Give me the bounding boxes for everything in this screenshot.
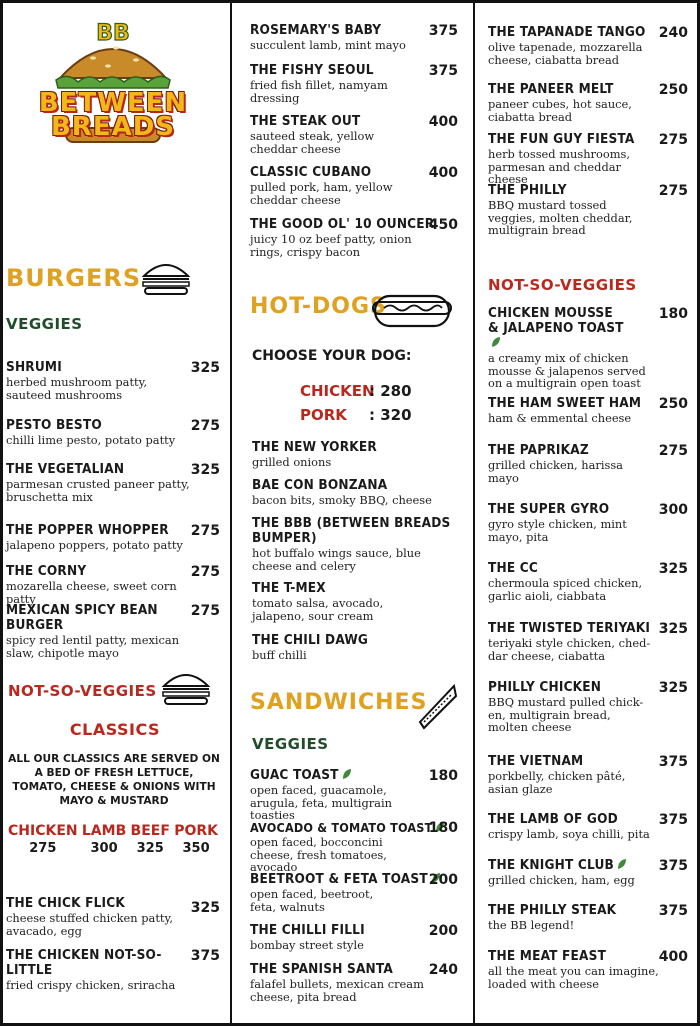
burgers-nsv-label: NOT-SO-VEGGIES [8,682,157,700]
item-desc: succulent lamb, mint mayo [250,38,406,52]
item-price: 275 [190,418,220,434]
item-name: THE TWISTED TERIYAKI [488,620,651,636]
item-desc: fried crispy chicken, sriracha [6,978,176,992]
dog-option-name: CHICKEN [300,382,375,400]
dog-option-name: PORK [300,406,347,424]
item-desc: porkbelly, chicken pâté, asian glaze [488,769,626,796]
item-price: 200 [428,872,458,888]
menu-item [250,962,458,1003]
item-name [250,820,458,835]
leaf-icon [491,336,501,348]
menu-item [252,478,457,507]
item-price: 375 [658,903,688,919]
col3-nsv-label: NOT-SO-VEGGIES [488,276,637,294]
item-price: 400 [428,114,458,130]
item-name: THE VIETNAM [488,753,584,769]
classics-label: CLASSICS [69,720,161,739]
classic-price [82,823,126,856]
classic-value: 325 [136,841,164,856]
item-desc: open faced, bocconcini cheese, fresh tomatoes, avocado [250,835,387,874]
leaf-icon [342,768,352,780]
menu-item [488,754,688,795]
item-price: 375 [190,948,220,964]
classic-name: LAMB [81,823,127,839]
menu-item [488,132,688,186]
item-name: PHILLY CHICKEN [488,679,602,695]
item-desc: open faced, beetroot, feta, walnuts [250,887,374,914]
item-desc: bacon bits, smoky BBQ, cheese [252,493,432,507]
logo-monogram: BB [96,21,130,46]
item-name: BAE CON BONZANA [252,477,388,493]
menu-item [250,768,458,822]
menu-item [250,63,458,104]
item-name: THE GOOD OL' 10 OUNCER [250,216,435,232]
item-price: 275 [658,443,688,459]
menu-item [488,858,688,887]
item-name: THE PAPRIKAZ [488,442,589,458]
menu-item [488,680,688,734]
item-desc: jalapeno poppers, potato patty [6,538,183,552]
item-name: CLASSIC CUBANO [250,164,372,180]
item-name: THE VEGETALIAN [6,461,125,477]
classic-price [8,823,78,856]
item-name: THE FUN GUY FIESTA [488,131,635,147]
item-desc: hot buffalo wings sauce, blue cheese and celery [252,546,421,573]
item-name: THE CHICKEN NOT-SO-LITTLE [6,947,162,978]
classic-name: CHICKEN [8,823,78,839]
item-name-text: THE KNIGHT CLUB [488,857,614,873]
item-name: THE STEAK OUT [250,113,361,129]
menu-item [488,396,688,425]
item-price: 400 [428,165,458,181]
item-desc: grilled onions [252,455,332,469]
item-desc: open faced, guacamole, arugula, feta, multigrain toasties [250,783,392,822]
item-name: MEXICAN SPICY BEAN BURGER [6,602,158,633]
dog-option-price: : 320 [369,406,412,424]
menu-item [6,948,220,992]
item-desc: paneer cubes, hot sauce, ciabatta bread [488,97,632,124]
item-name: THE PANEER MELT [488,81,614,97]
choose-dog-label: CHOOSE YOUR DOG: [252,348,412,364]
item-name: THE PHILLY [488,182,567,198]
item-name: PESTO BESTO [6,417,102,433]
item-price: 375 [658,858,688,874]
item-name: THE CHILI DAWG [252,632,369,648]
item-price: 250 [658,396,688,412]
logo-line2: BREADS [50,112,176,142]
menu-item [488,903,688,932]
item-price: 375 [428,23,458,39]
item-price: 180 [428,820,458,836]
item-price: 450 [428,217,458,233]
item-price: 300 [658,502,688,518]
hotdog-icon [372,286,452,332]
item-price: 325 [658,561,688,577]
item-desc: bombay street style [250,938,364,952]
item-price: 375 [658,754,688,770]
column-burgers [0,0,230,1026]
item-name: THE FISHY SEOUL [250,62,374,78]
item-price: 200 [428,923,458,939]
burger-icon [140,258,192,296]
menu-item [252,516,457,572]
item-name: THE CHICK FLICK [6,895,125,911]
item-name [250,872,458,887]
item-desc: buff chilli [252,648,307,662]
classics-note: ALL OUR CLASSICS ARE SERVED ON A BED OF FRESH LETTUCE, TOMATO, CHEESE & ONIONS WITH MAYO & MUSTARD [8,753,220,807]
hotdogs-title: HOT-DOGS [250,294,387,319]
dog-option-price: : 280 [369,382,412,400]
item-name: THE TAPANADE TANGO [488,24,646,40]
burgers-title: BURGERS [6,264,142,292]
menu-item [252,440,457,469]
item-desc: sauteed steak, yellow cheddar cheese [250,129,375,156]
item-desc: mozarella cheese, sweet corn patty [6,579,177,606]
item-desc: cheese stuffed chicken patty, avacado, egg [6,911,174,938]
menu-item [6,603,220,659]
column-sandwiches-continued [477,0,700,1026]
item-desc: herb tossed mushrooms, parmesan and cheddar cheese [488,147,630,186]
item-name: THE T-MEX [252,580,326,596]
item-price: 325 [190,360,220,376]
item-desc: chermoula spiced chicken, garlic aioli, ciabbata [488,576,643,603]
menu-item [250,820,458,874]
item-desc: the BB legend! [488,918,575,932]
menu-item [6,523,220,552]
menu-item [488,621,688,662]
menu-item [488,812,688,841]
item-price: 375 [428,63,458,79]
item-desc: olive tapenade, mozzarella cheese, ciabatta bread [488,40,643,67]
classic-name: BEEF [130,823,170,839]
logo-line1: BETWEEN [38,88,188,118]
brand-logo [38,10,188,155]
item-desc: tomato salsa, avocado, jalapeno, sour cream [252,596,384,623]
item-name: THE MEAT FEAST [488,948,607,964]
item-price: 400 [658,949,688,965]
classic-price [131,823,170,856]
item-desc: a creamy mix of chicken mousse & jalapenos served on a multigrain open toast [488,351,646,390]
leaf-icon [617,858,627,870]
item-name: THE NEW YORKER [252,439,377,455]
menu-item [250,165,458,206]
menu-item [250,23,458,52]
sandwiches-title: SANDWICHES [250,690,428,715]
item-name [250,768,458,783]
menu-item [252,581,457,622]
item-name: THE CC [488,560,538,576]
classic-value: 275 [29,841,57,856]
item-price: 325 [190,900,220,916]
item-price: 180 [428,768,458,784]
item-desc: all the meat you can imagine, loaded with cheese [488,964,659,991]
column-middle [230,0,475,1026]
menu-item [6,564,220,605]
item-desc: teriyaki style chicken, ched-dar cheese, ciabatta [488,636,651,663]
item-price: 325 [190,462,220,478]
menu-item [488,25,688,66]
menu-item [6,360,220,401]
menu-item [250,114,458,155]
item-desc: BBQ mustard tossed veggies, molten cheddar, multigrain bread [488,198,633,237]
item-desc: fried fish fillet, namyam dressing [250,78,388,105]
item-desc: gyro style chicken, mint mayo, pita [488,517,627,544]
item-desc: herbed mushroom patty, sauteed mushrooms [6,375,148,402]
item-name: SHRUMI [6,359,62,375]
item-name-text: AVOCADO & TOMATO TOAST [250,820,433,835]
item-name-text: CHICKEN MOUSSE & JALAPENO TOAST [488,305,624,336]
item-desc: crispy lamb, soya chilli, pita [488,827,650,841]
menu-item [488,502,688,543]
menu-item [250,217,458,258]
item-desc: grilled chicken, ham, egg [488,873,635,887]
item-name: ROSEMARY'S BABY [250,22,382,38]
item-price: 275 [658,183,688,199]
item-price: 275 [190,523,220,539]
menu-item [250,923,458,952]
item-name: THE BBB (BETWEEN BREADS BUMPER) [252,515,451,546]
item-name-text: GUAC TOAST [250,767,339,783]
item-desc: ham & emmental cheese [488,411,632,425]
item-price: 180 [658,306,688,322]
menu-item [488,306,688,390]
menu-item [6,418,220,447]
item-name: THE HAM SWEET HAM [488,395,642,411]
classic-name: PORK [174,823,218,839]
item-name-text: BEETROOT & FETA TOAST [250,871,428,887]
item-price: 325 [658,621,688,637]
menu-item [6,462,220,503]
item-desc: grilled chicken, harissa mayo [488,458,623,485]
item-desc: pulled pork, ham, yellow cheddar cheese [250,180,393,207]
menu-item [252,633,457,662]
item-price: 275 [658,132,688,148]
burger-icon [160,668,212,706]
item-name: THE PHILLY STEAK [488,902,617,918]
item-name: THE CHILLI FILLI [250,922,365,938]
menu-item [6,896,220,937]
classic-price [174,823,218,856]
classic-value: 350 [182,841,210,856]
item-name: THE SPANISH SANTA [250,961,393,977]
sandwiches-veggies-label: VEGGIES [252,735,329,753]
item-name: THE SUPER GYRO [488,501,610,517]
menu-item [488,82,688,123]
item-name: THE LAMB OF GOD [488,811,618,827]
classic-value: 300 [90,841,118,856]
menu-item [488,183,688,237]
item-price: 250 [658,82,688,98]
item-name: THE CORNY [6,563,87,579]
item-desc: falafel bullets, mexican cream cheese, pita bread [250,977,424,1004]
classics-prices [8,823,218,856]
item-desc: spicy red lentil patty, mexican slaw, chipotle mayo [6,633,180,660]
item-name: THE POPPER WHOPPER [6,522,169,538]
item-price: 240 [658,25,688,41]
item-price: 275 [190,603,220,619]
menu-item [488,949,688,990]
sandwich-icon [416,682,460,730]
item-price: 275 [190,564,220,580]
burgers-veggies-label: VEGGIES [6,315,83,333]
menu-item [488,443,688,484]
menu-item [488,561,688,602]
item-desc: parmesan crusted paneer patty, bruschetta mix [6,477,190,504]
item-price: 240 [428,962,458,978]
item-price: 325 [658,680,688,696]
item-desc: juicy 10 oz beef patty, onion rings, crispy bacon [250,232,412,259]
item-desc: chilli lime pesto, potato patty [6,433,176,447]
item-name [488,306,628,351]
menu-item [250,872,458,913]
item-price: 375 [658,812,688,828]
item-desc: BBQ mustard pulled chick-en, multigrain bread, molten cheese [488,695,644,734]
